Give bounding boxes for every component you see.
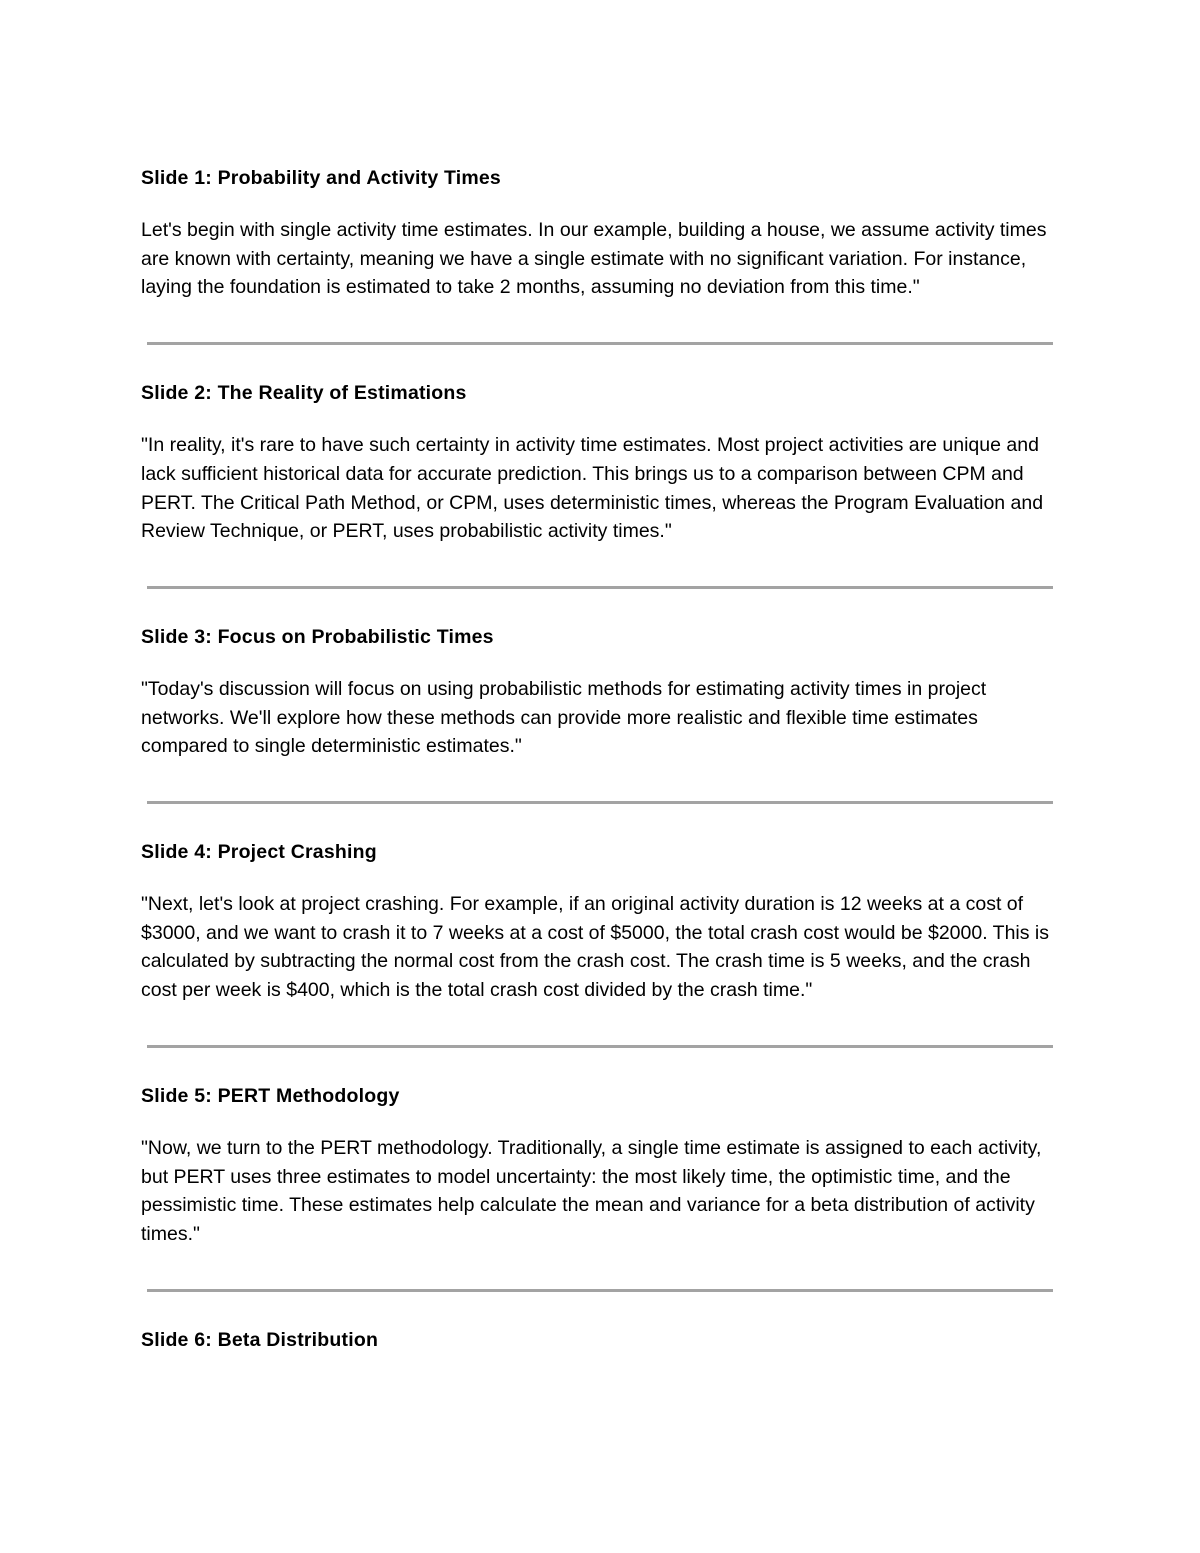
slide-title: Slide 5: PERT Methodology (141, 1084, 400, 1107)
slide-title: Slide 4: Project Crashing (141, 841, 377, 864)
slide-body: "Today's discussion will focus on using probabilistic methods for estimating activity times in project networks. We'll explore how these methods can provide more realistic and flexible time estimates compared to single deterministic estimates." (141, 677, 987, 758)
section-divider (147, 801, 1053, 804)
document-page (141, 164, 1056, 1354)
slide-title: Slide 6: Beta Distribution (141, 1328, 379, 1351)
slide-section-5 (141, 1082, 1056, 1249)
slide-body: "Now, we turn to the PERT methodology. Traditionally, a single time estimate is assigned to each activity, but PERT uses three estimates to model uncertainty: the most likely time, the optimistic time, and the pessimistic time. These estimates help calculate the mean and variance for a beta distribution of activity times." (141, 1136, 1042, 1245)
slide-title: Slide 1: Probability and Activity Times (141, 167, 501, 189)
section-divider (147, 1289, 1053, 1292)
slide-section-6 (141, 1326, 1056, 1354)
slide-section-2 (141, 379, 1056, 546)
slide-section-4 (141, 838, 1056, 1005)
slide-body: "In reality, it's rare to have such certainty in activity time estimates. Most project activities are unique and lack sufficient historical data for accurate prediction. This brings us to a comparison between CPM and PERT. The Critical Path Method, or CPM, uses deterministic times, whereas the Program Evaluation and Review Technique, or PERT, uses probabilistic activity times." (141, 434, 1044, 543)
slide-section-3 (141, 623, 1056, 761)
section-divider (147, 586, 1053, 589)
slide-title: Slide 3: Focus on Probabilistic Times (141, 625, 494, 648)
slide-body: Let's begin with single activity time estimates. In our example, building a house, we assume activity times are known with certainty, meaning we have a single estimate with no significant variation. For instance, laying the foundation is estimated to take 2 months, assuming no deviation from this time." (141, 219, 1047, 299)
section-divider (147, 1045, 1053, 1048)
section-divider (147, 342, 1053, 345)
slide-title: Slide 2: The Reality of Estimations (141, 382, 467, 405)
slide-body: "Next, let's look at project crashing. For example, if an original activity duration is 12 weeks at a cost of $3000, and we want to crash it to 7 weeks at a cost of $5000, the total crash cost would be $2000. This is calculated by subtracting the normal cost from the crash cost. The crash time is 5 weeks, and the crash cost per week is $400, which is the total crash cost divided by the crash time." (141, 893, 1050, 1002)
slide-section-1 (141, 164, 1056, 302)
